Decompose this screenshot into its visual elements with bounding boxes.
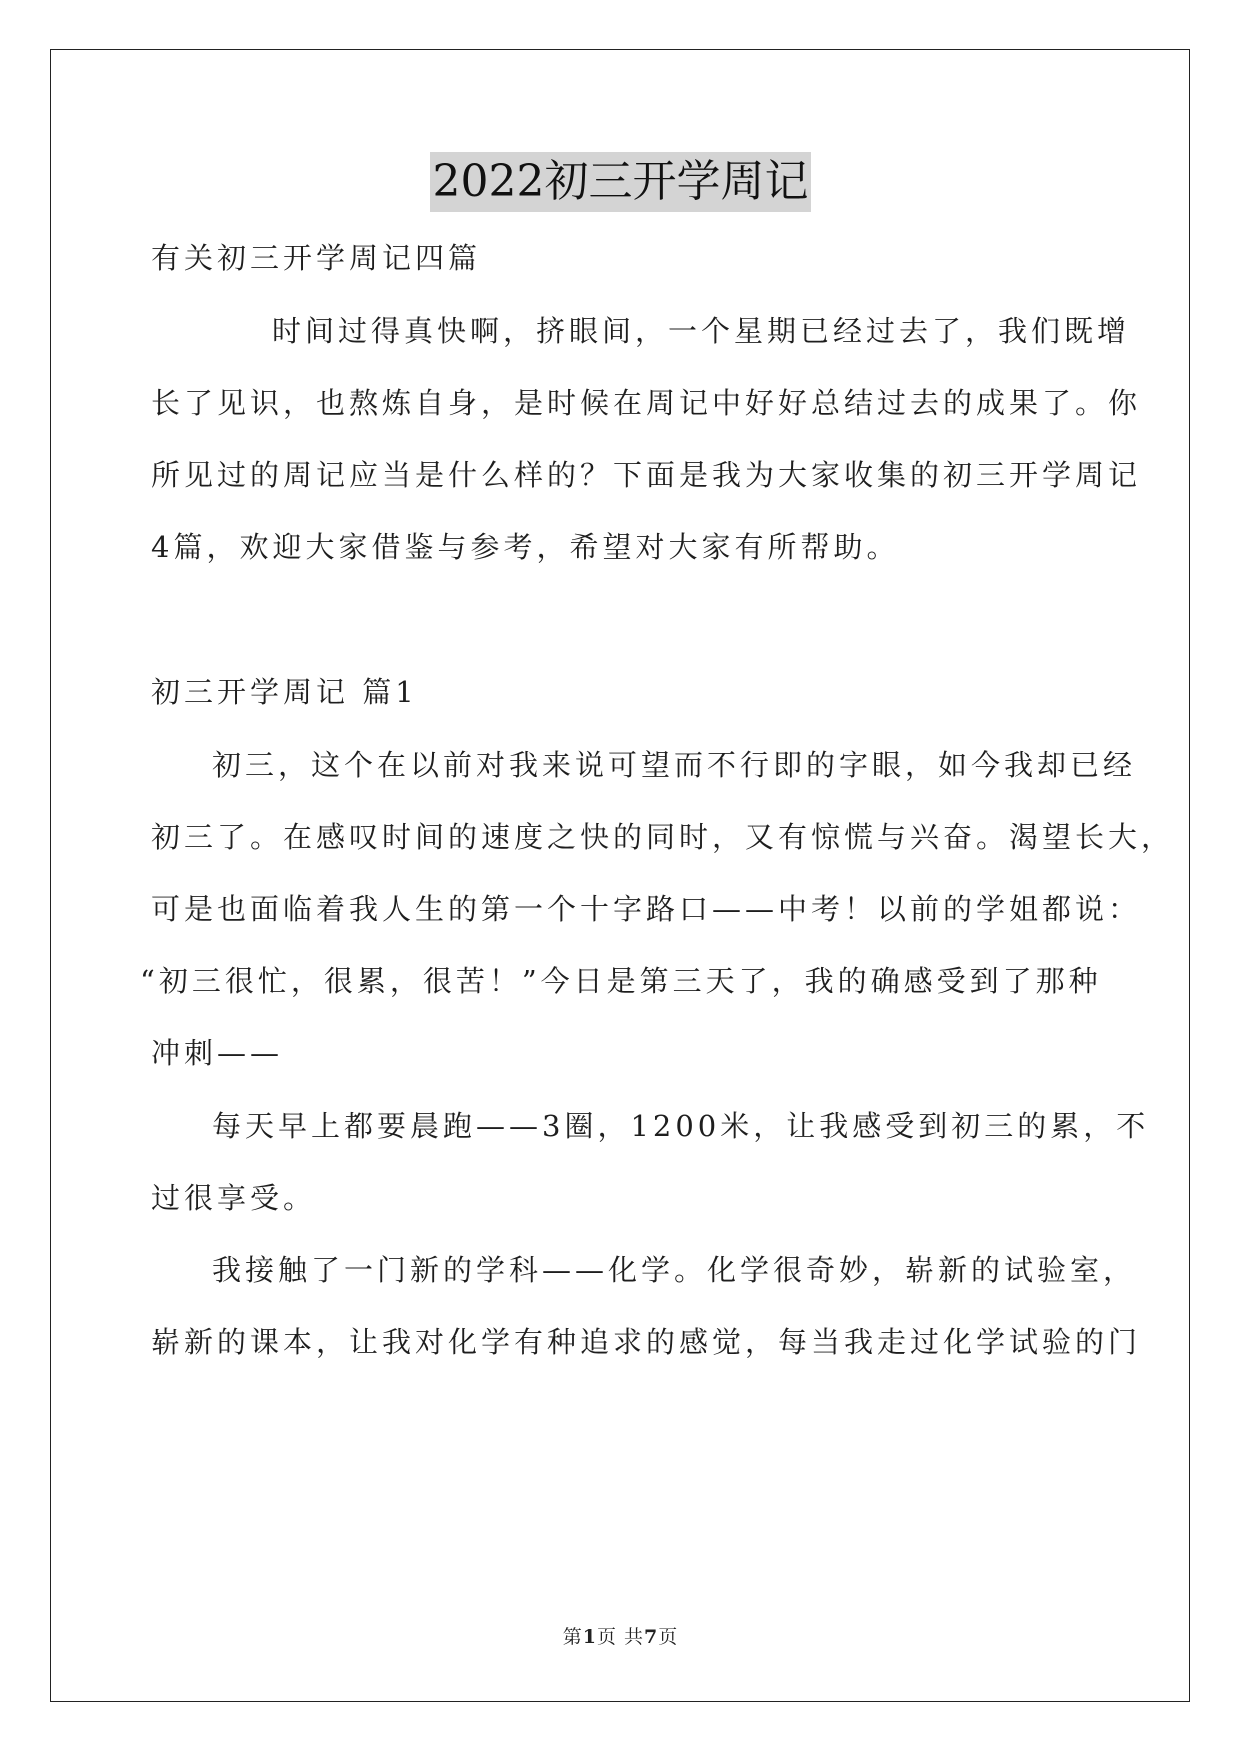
body-line: 冲刺—— bbox=[151, 1036, 284, 1070]
body-line: “初三很忙，很累，很苦！”今日是第三天了，我的确感受到了那种 bbox=[140, 964, 1102, 998]
footer-prefix: 第 bbox=[562, 1626, 583, 1648]
body-line: 我接触了一门新的学科——化学。化学很奇妙，崭新的试验室， bbox=[212, 1253, 1137, 1287]
footer-mid: 页 共 bbox=[596, 1626, 645, 1648]
section-heading: 初三开学周记 篇1 bbox=[151, 675, 418, 709]
subtitle: 有关初三开学周记四篇 bbox=[151, 241, 482, 275]
footer-page-number: 1 bbox=[582, 1626, 597, 1648]
intro-line: 时间过得真快啊，挤眼间，一个星期已经过去了，我们既增 bbox=[272, 314, 1131, 348]
footer-total-pages: 7 bbox=[644, 1626, 659, 1648]
body-line: 崭新的课本，让我对化学有种追求的感觉，每当我走过化学试验的门 bbox=[151, 1325, 1142, 1359]
page-footer bbox=[0, 1622, 1241, 1649]
page-border bbox=[50, 49, 1190, 1702]
body-line: 初三了。在感叹时间的速度之快的同时，又有惊慌与兴奋。渴望长大， bbox=[151, 820, 1175, 854]
footer-suffix: 页 bbox=[658, 1626, 679, 1648]
body-line: 每天早上都要晨跑——3圈，1200米，让我感受到初三的累，不 bbox=[212, 1109, 1150, 1143]
document-title: 2022初三开学周记 bbox=[430, 152, 812, 212]
body-line: 过很享受。 bbox=[151, 1181, 317, 1215]
intro-line: 所见过的周记应当是什么样的？下面是我为大家收集的初三开学周记 bbox=[151, 458, 1142, 492]
title-container bbox=[0, 152, 1241, 212]
body-line: 初三，这个在以前对我来说可望而不行即的字眼，如今我却已经 bbox=[212, 748, 1137, 782]
intro-line: 长了见识，也熬炼自身，是时候在周记中好好总结过去的成果了。你 bbox=[151, 386, 1142, 420]
body-line: 可是也面临着我人生的第一个十字路口——中考！以前的学姐都说： bbox=[151, 892, 1142, 926]
intro-line: 4篇，欢迎大家借鉴与参考，希望对大家有所帮助。 bbox=[151, 530, 900, 564]
